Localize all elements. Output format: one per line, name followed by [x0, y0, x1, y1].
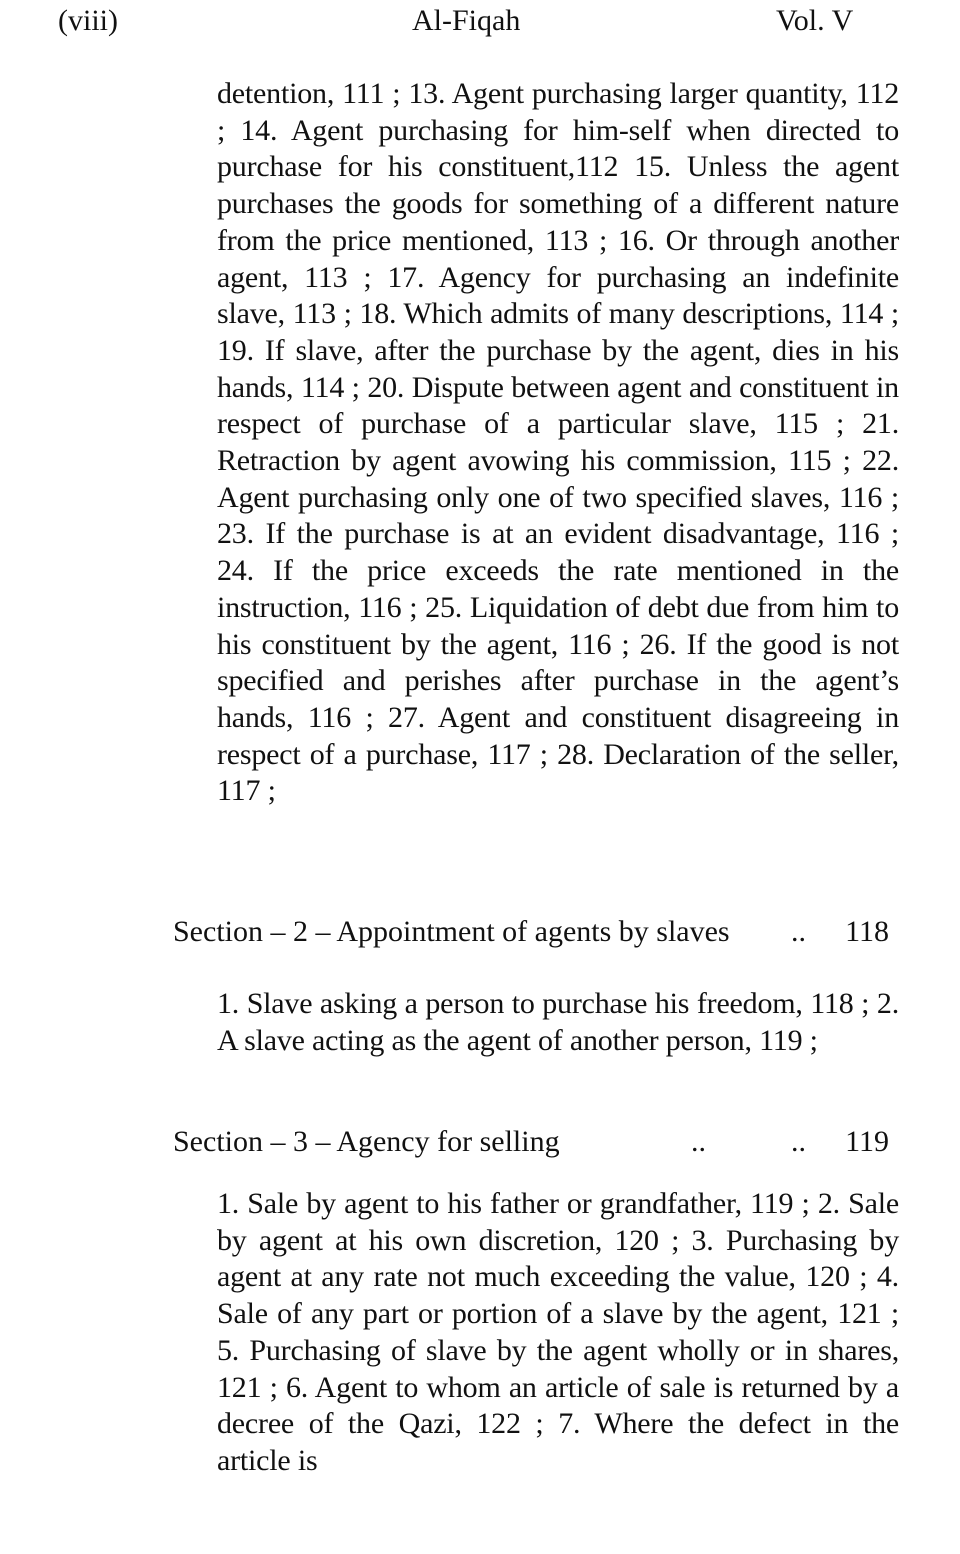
- section-3-entry-list: 1. Sale by agent to his father or grandfather, 119 ; 2. Sale by agent at his own discretion, 120 ; 3. Purchasing by agent at any rate not much exceeding the value, 120 ; 4. Sale of any part or portion of a slave by the agent, 121 ; 5. Purchasing of slave by the agent wholly or in shares, 121 ; 6. Agent to whom an article of sale is returned by a decree of the Qazi, 122 ; 7. Where the defect in the article is: [217, 1187, 899, 1477]
- page-number: (viii): [58, 4, 118, 37]
- section-2-title: Section – 2 – Appointment of agents by slaves: [173, 915, 730, 948]
- section-3-title: Section – 3 – Agency for selling: [173, 1125, 560, 1158]
- book-title: Al-Fiqah: [412, 4, 521, 37]
- section-3-leader-1: ..: [691, 1125, 706, 1158]
- section-3-leader-2: ..: [791, 1125, 806, 1158]
- running-header: [0, 4, 960, 44]
- section-2-page: 118: [845, 915, 889, 948]
- section-2-leader: ..: [791, 915, 806, 948]
- volume-label: Vol. V: [776, 4, 854, 37]
- section-2-entry-list: 1. Slave asking a person to purchase his freedom, 118 ; 2. A slave acting as the agent of another person, 119 ;: [217, 987, 899, 1057]
- continued-entry-list: detention, 111 ; 13. Agent purchasing larger quantity, 112 ; 14. Agent purchasing for him-self when directed to purchase for his constituent,112 15. Unless the agent purchases the goods for something of a different nature from the price mentioned, 113 ; 16. Or through another agent, 113 ; 17. Agency for purchasing an indefinite slave, 113 ; 18. Which admits of many descriptions, 114 ; 19. If slave, after the purchase by the agent, dies in his hands, 114 ; 20. Dispute between agent and constituent in respect of purchase of a particular slave, 115 ; 21. Retraction by agent avowing his commission, 115 ; 22. Agent purchasing only one of two specified slaves, 116 ; 23. If the purchase is at an evident disadvantage, 116 ; 24. If the price exceeds the rate mentioned in the instruction, 116 ; 25. Liquidation of debt due from him to his constituent by the agent, 116 ; 26. If the good is not specified and perishes after purchase in the agent’s hands, 116 ; 27. Agent and constituent disagreeing in respect of a purchase, 117 ; 28. Declaration of the seller, 117 ;: [217, 77, 899, 808]
- section-2-heading: [173, 912, 889, 952]
- section-3-page: 119: [845, 1125, 889, 1158]
- section-3-heading: [173, 1122, 889, 1162]
